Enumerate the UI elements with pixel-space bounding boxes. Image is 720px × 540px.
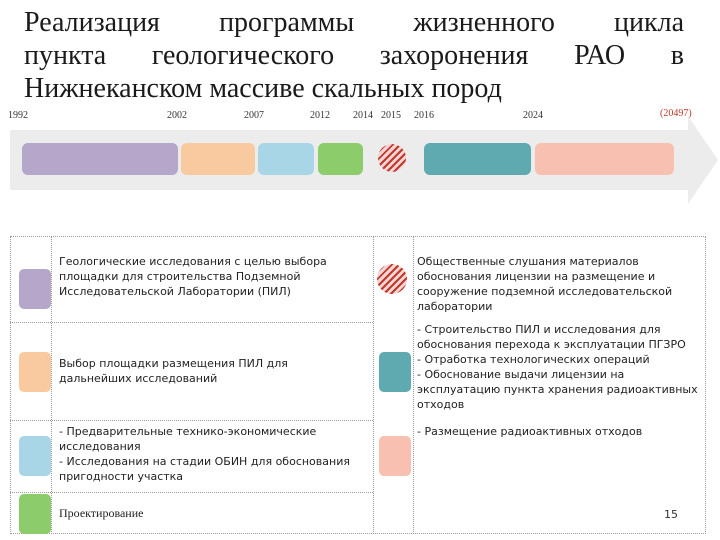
- legend-text-construction: - Строительство ПИЛ и исследования для обоснования перехода к эксплуатации ПГЗРО - Отработка технологических операций - Обоснование выдачи лицензии на эксплуатацию пункта хранения радиоактивных отходов: [417, 323, 698, 411]
- legend-text-geological-research: Геологические исследования с целью выбора площадки для строительства Подземной Исследовательской Лаборатории (ПИЛ): [59, 255, 327, 298]
- year-2012: 2012: [310, 110, 330, 121]
- timeline-arrow-head: [688, 116, 718, 204]
- segment-design: [318, 143, 363, 175]
- legend-text-public-hearings: Общественные слушания материалов обоснования лицензии на размещение и сооружение подземной исследовательской лаборатории: [417, 255, 673, 313]
- year-2024: 2024: [523, 110, 543, 121]
- legend-swatch-pink: [379, 436, 411, 476]
- legend-swatch-purple: [19, 269, 51, 309]
- year-1992: 1992: [8, 110, 28, 121]
- legend-text-design: Проектирование: [59, 506, 144, 520]
- segment-public-hearings-icon: [378, 144, 406, 172]
- legend-hatched-circle-icon: [377, 264, 407, 294]
- segment-site-selection: [181, 143, 255, 175]
- legend-text-waste-placement: - Размещение радиоактивных отходов: [417, 425, 643, 438]
- legend-text-site-selection: Выбор площадки размещения ПИЛ для дальнейших исследований: [59, 357, 288, 385]
- segment-waste-placement: [535, 143, 674, 175]
- page-number: 15: [664, 508, 678, 521]
- year-2014: 2014: [353, 110, 373, 121]
- segment-feasibility-studies: [258, 143, 314, 175]
- title-line-1: Реализация программы жизненного цикла: [24, 7, 684, 38]
- legend-text-feasibility: - Предварительные технико-экономические исследования - Исследования на стадии ОБИН для обоснования пригодности участка: [59, 425, 350, 483]
- legend-swatch-orange: [19, 352, 51, 392]
- title-line-2: пункта геологического захоронения РАО в: [24, 40, 684, 71]
- slide-title: [24, 6, 684, 105]
- segment-geological-research: [22, 143, 178, 175]
- legend-swatch-teal: [379, 352, 411, 392]
- year-2007: 2007: [244, 110, 264, 121]
- legend-swatch-green: [19, 494, 51, 534]
- year-final: (20497): [660, 108, 692, 119]
- year-2016: 2016: [414, 110, 434, 121]
- year-2015: 2015: [381, 110, 401, 121]
- year-2002: 2002: [167, 110, 187, 121]
- segment-construction: [424, 143, 531, 175]
- title-line-3: Нижнеканском массиве скальных пород: [24, 73, 502, 104]
- legend-swatch-blue: [19, 436, 51, 476]
